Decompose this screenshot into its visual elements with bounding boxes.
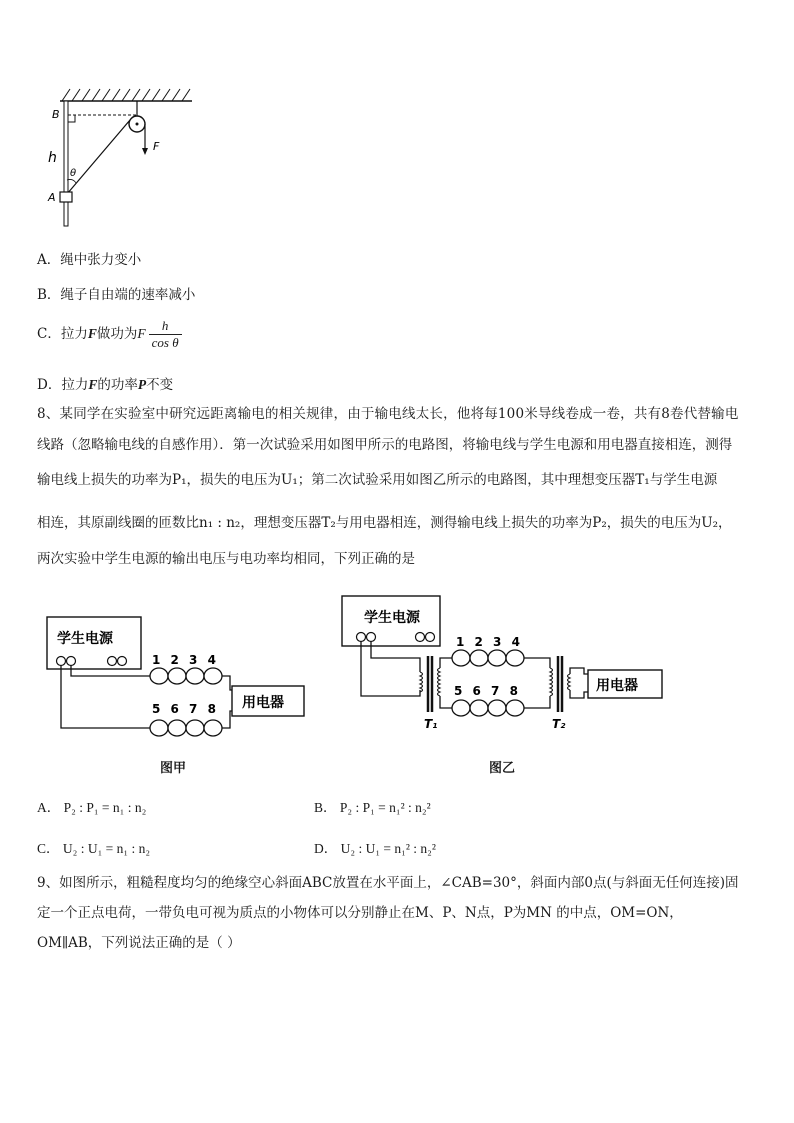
q7-c-num: h xyxy=(149,318,182,335)
student-power-label: 学生电源 xyxy=(57,631,113,647)
q8-option-b: B． P₂ : P₁ = n₁² : n₂² xyxy=(314,800,431,815)
q7-c-fraction xyxy=(149,318,182,351)
load-label-yi: 用电器 xyxy=(596,678,638,694)
student-power-label-yi: 学生电源 xyxy=(364,610,420,626)
label-f: F xyxy=(153,140,160,153)
q9-line-1: 9、如图所示，粗糙程度均匀的绝缘空心斜面ABC放置在水平面上，∠CAB=30°，斜面内部0点(与斜面无任何连接)固 xyxy=(37,875,739,891)
t1-label: T₁ xyxy=(424,717,438,731)
label-b: B xyxy=(52,108,60,121)
q7-c-f2: F xyxy=(137,326,146,341)
q7-option-c xyxy=(37,318,185,351)
q8-line-2: 线路（忽略输电线的自感作用）．第一次试验采用如图甲所示的电路图，将输电线与学生电源和用电器直接相连，测得 xyxy=(37,437,733,453)
caption-jia: 图甲 xyxy=(160,761,187,776)
label-a: A xyxy=(48,191,56,204)
circuit-figure-yi xyxy=(340,594,670,736)
q7-option-a: A．绳中张力变小 xyxy=(37,252,142,268)
coils-bottom-label-yi: 5 6 7 8 xyxy=(454,684,521,698)
caption-yi: 图乙 xyxy=(489,761,516,776)
q9-line-3: OM∥AB，下列说法正确的是（ ） xyxy=(37,935,241,951)
q7-d-f: F xyxy=(88,377,98,392)
circuit-figure-jia xyxy=(44,610,314,740)
q8-option-a: A． P₂ : P₁ = n₁ : n₂ xyxy=(37,800,147,815)
q8-option-d: D． U₂ : U₁ = n₁² : n₂² xyxy=(314,841,436,856)
q7-c-f: F xyxy=(87,326,97,341)
q7-d-end: 不变 xyxy=(146,377,174,393)
q7-option-d xyxy=(37,373,173,393)
pulley-figure xyxy=(40,84,200,234)
q7-c-prefix: C．拉力 xyxy=(37,326,88,342)
t2-label: T₂ xyxy=(552,717,566,731)
coils-top-label: 1 2 3 4 xyxy=(152,653,219,667)
coils-top-label-yi: 1 2 3 4 xyxy=(456,635,523,649)
q7-c-den: cos θ xyxy=(151,335,179,350)
q8-line-3: 输电线上损失的功率为P₁，损失的电压为U₁；第二次试验采用如图乙所示的电路图，其中理想变压器T₁与学生电源 xyxy=(37,472,718,488)
q8-line-1: 8、某同学在实验室中研究远距离输电的相关规律，由于输电线太长，他将每100米导线卷成一卷，共有8卷代替输电 xyxy=(37,406,739,422)
q8-line-4: 相连，其原副线圈的匝数比n₁ : n₂，理想变压器T₂与用电器相连，测得输电线上损失的功率为P₂，损失的电压为U₂， xyxy=(37,515,732,531)
q7-d-mid: 的功率 xyxy=(97,377,138,393)
q7-d-p: P xyxy=(137,377,147,392)
q8-line-5: 两次实验中学生电源的输出电压与电功率均相同，下列正确的是 xyxy=(37,551,415,567)
q8-option-c: C． U₂ : U₁ = n₁ : n₂ xyxy=(37,841,151,856)
label-h: h xyxy=(48,150,57,166)
q7-d-prefix: D．拉力 xyxy=(37,377,89,393)
q9-line-2: 定一个正点电荷，一带负电可视为质点的小物体可以分别静止在M、P、N点，P为MN 的中点，OM=ON， xyxy=(37,905,683,921)
load-label: 用电器 xyxy=(242,695,284,711)
coils-bottom-label: 5 6 7 8 xyxy=(152,702,219,716)
q7-c-mid: 做功为 xyxy=(96,326,138,342)
label-theta: θ xyxy=(70,168,77,179)
q7-option-b: B．绳子自由端的速率减小 xyxy=(37,287,196,303)
